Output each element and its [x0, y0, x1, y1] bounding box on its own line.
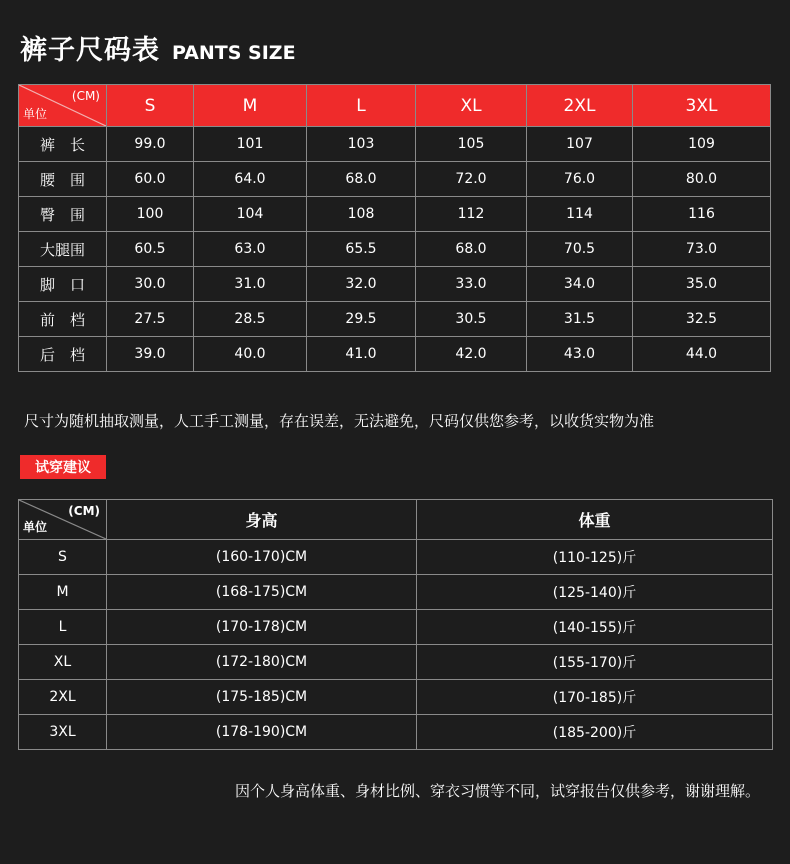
table-cell: 63.0 — [194, 232, 307, 267]
table-cell: 72.0 — [416, 162, 527, 197]
table-cell: 30.0 — [107, 267, 194, 302]
table-cell: 107 — [527, 127, 633, 162]
size-header-row — [19, 85, 771, 127]
table-cell: 33.0 — [416, 267, 527, 302]
unit-corner-cell — [19, 500, 107, 540]
table-cell: 64.0 — [194, 162, 307, 197]
table-row — [19, 680, 773, 715]
weight-range: (155-170)斤 — [417, 645, 773, 680]
table-row — [19, 645, 773, 680]
table-cell: 114 — [527, 197, 633, 232]
row-label: 腰 围 — [19, 162, 107, 197]
size-header-2xl: 2XL — [527, 85, 633, 127]
table-cell: 27.5 — [107, 302, 194, 337]
table-row — [19, 162, 771, 197]
row-label: 后 档 — [19, 337, 107, 372]
table-cell: 39.0 — [107, 337, 194, 372]
table-row — [19, 197, 771, 232]
weight-range: (125-140)斤 — [417, 575, 773, 610]
table-cell: 65.5 — [307, 232, 416, 267]
table-cell: 43.0 — [527, 337, 633, 372]
row-label: 臀 围 — [19, 197, 107, 232]
size-chart-table — [18, 84, 771, 372]
size-label: 2XL — [19, 680, 107, 715]
height-range: (170-178)CM — [107, 610, 417, 645]
table-row — [19, 715, 773, 750]
table-cell: 104 — [194, 197, 307, 232]
size-label: XL — [19, 645, 107, 680]
table-cell: 101 — [194, 127, 307, 162]
table-row — [19, 610, 773, 645]
table-row — [19, 232, 771, 267]
table-cell: 70.5 — [527, 232, 633, 267]
table-cell: 28.5 — [194, 302, 307, 337]
table-cell: 42.0 — [416, 337, 527, 372]
table-cell: 109 — [633, 127, 771, 162]
size-header-3xl: 3XL — [633, 85, 771, 127]
size-header-xl: XL — [416, 85, 527, 127]
table-cell: 35.0 — [633, 267, 771, 302]
unit-label: 单位 — [23, 107, 48, 121]
table-row — [19, 267, 771, 302]
height-header: 身高 — [107, 500, 417, 540]
unit-cm-label: (CM) — [71, 89, 100, 103]
size-label: M — [19, 575, 107, 610]
size-header-l: L — [307, 85, 416, 127]
table-cell: 60.0 — [107, 162, 194, 197]
table-cell: 108 — [307, 197, 416, 232]
height-range: (178-190)CM — [107, 715, 417, 750]
table-cell: 40.0 — [194, 337, 307, 372]
table-cell: 31.5 — [527, 302, 633, 337]
row-label: 裤 长 — [19, 127, 107, 162]
table-cell: 100 — [107, 197, 194, 232]
fit-header-row — [19, 500, 773, 540]
row-label: 大腿围 — [19, 232, 107, 267]
title-cn: 裤子尺码表 — [20, 35, 160, 66]
table-row — [19, 575, 773, 610]
table-cell: 41.0 — [307, 337, 416, 372]
table-cell: 60.5 — [107, 232, 194, 267]
table-cell: 105 — [416, 127, 527, 162]
table-cell: 32.5 — [633, 302, 771, 337]
height-range: (175-185)CM — [107, 680, 417, 715]
page-title — [20, 28, 296, 67]
table-cell: 116 — [633, 197, 771, 232]
weight-range: (170-185)斤 — [417, 680, 773, 715]
size-label: S — [19, 540, 107, 575]
table-cell: 34.0 — [527, 267, 633, 302]
weight-header: 体重 — [417, 500, 773, 540]
table-row — [19, 540, 773, 575]
measurement-note: 尺寸为随机抽取测量，人工手工测量，存在误差，无法避免，尺码仅供您参考，以收货实物为准 — [24, 412, 655, 430]
height-range: (172-180)CM — [107, 645, 417, 680]
weight-range: (185-200)斤 — [417, 715, 773, 750]
fit-disclaimer-note: 因个人身高体重、身材比例、穿衣习惯等不同，试穿报告仅供参考，谢谢理解。 — [234, 782, 760, 800]
table-cell: 103 — [307, 127, 416, 162]
table-row — [19, 127, 771, 162]
size-label: 3XL — [19, 715, 107, 750]
fit-advice-table — [18, 499, 773, 750]
table-cell: 112 — [416, 197, 527, 232]
height-range: (168-175)CM — [107, 575, 417, 610]
size-header-s: S — [107, 85, 194, 127]
table-cell: 29.5 — [307, 302, 416, 337]
table-cell: 80.0 — [633, 162, 771, 197]
unit-cm-label: (CM) — [68, 504, 100, 518]
size-label: L — [19, 610, 107, 645]
row-label: 脚 口 — [19, 267, 107, 302]
table-cell: 76.0 — [527, 162, 633, 197]
title-en: PANTS SIZE — [172, 42, 296, 64]
table-cell: 32.0 — [307, 267, 416, 302]
row-label: 前 档 — [19, 302, 107, 337]
table-cell: 73.0 — [633, 232, 771, 267]
fit-advice-badge: 试穿建议 — [20, 455, 106, 479]
unit-corner-cell — [19, 85, 107, 127]
table-cell: 68.0 — [307, 162, 416, 197]
unit-label: 单位 — [23, 520, 48, 534]
weight-range: (110-125)斤 — [417, 540, 773, 575]
table-cell: 68.0 — [416, 232, 527, 267]
table-cell: 44.0 — [633, 337, 771, 372]
size-header-m: M — [194, 85, 307, 127]
table-row — [19, 302, 771, 337]
height-range: (160-170)CM — [107, 540, 417, 575]
weight-range: (140-155)斤 — [417, 610, 773, 645]
table-cell: 31.0 — [194, 267, 307, 302]
table-cell: 30.5 — [416, 302, 527, 337]
table-row — [19, 337, 771, 372]
table-cell: 99.0 — [107, 127, 194, 162]
